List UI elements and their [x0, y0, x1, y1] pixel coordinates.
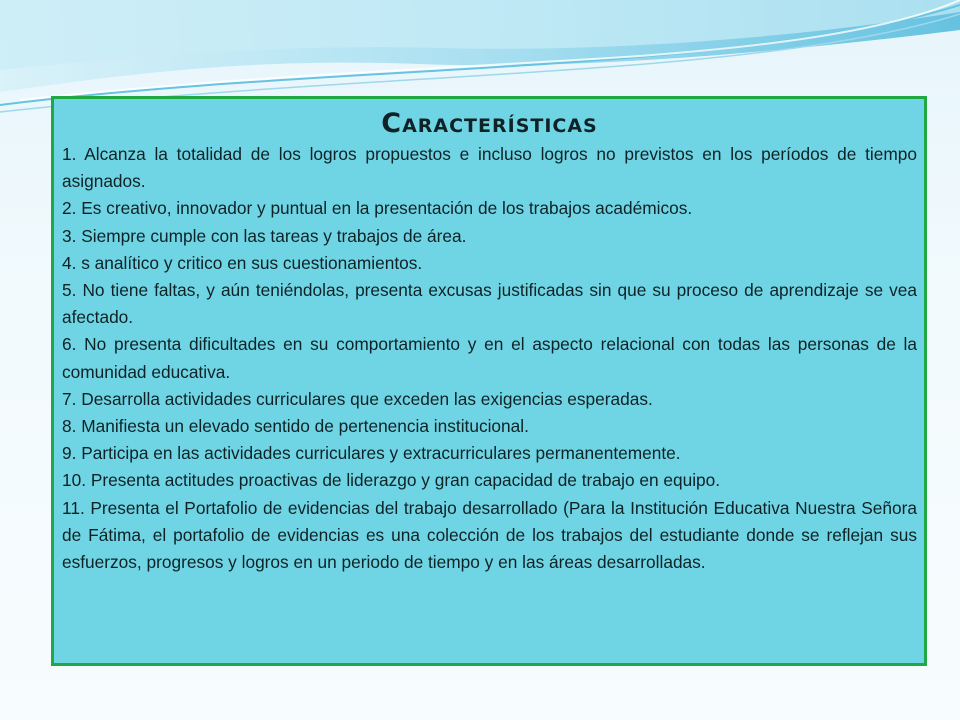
content-panel	[51, 96, 927, 666]
list-item: 5. No tiene faltas, y aún teniéndolas, presenta excusas justificadas sin que su proceso de aprendizaje se vea afectado.	[62, 280, 917, 328]
list-item: 3. Siempre cumple con las tareas y trabajos de área.	[62, 225, 467, 246]
list-item: 11. Presenta el Portafolio de evidencias del trabajo desarrollado (Para la Institución Educativa Nuestra Señora de Fátima, el portafolio de evidencias es una colección de los trabajos del estudiante donde se reflejan sus esfuerzos, progresos y logros en un periodo de tiempo y en las áreas desarrolladas.	[62, 497, 917, 573]
list-item: 6. No presenta dificultades en su comportamiento y en el aspecto relacional con todas las personas de la comunidad educativa.	[62, 334, 917, 382]
characteristics-list	[62, 141, 917, 576]
slide-title: Características	[381, 108, 598, 139]
list-item: 4. s analítico y critico en sus cuestionamientos.	[62, 252, 423, 273]
list-item: 7. Desarrolla actividades curriculares que exceden las exigencias esperadas.	[62, 388, 653, 409]
list-item: 9. Participa en las actividades curriculares y extracurriculares permanentemente.	[62, 443, 681, 464]
list-item: 8. Manifiesta un elevado sentido de pertenencia institucional.	[62, 416, 529, 437]
list-item: 2. Es creativo, innovador y puntual en la presentación de los trabajos académicos.	[62, 198, 693, 219]
list-item: 10. Presenta actitudes proactivas de liderazgo y gran capacidad de trabajo en equipo.	[62, 470, 721, 491]
list-item: 1. Alcanza la totalidad de los logros propuestos e incluso logros no previstos en los períodos de tiempo asignados.	[62, 144, 917, 192]
